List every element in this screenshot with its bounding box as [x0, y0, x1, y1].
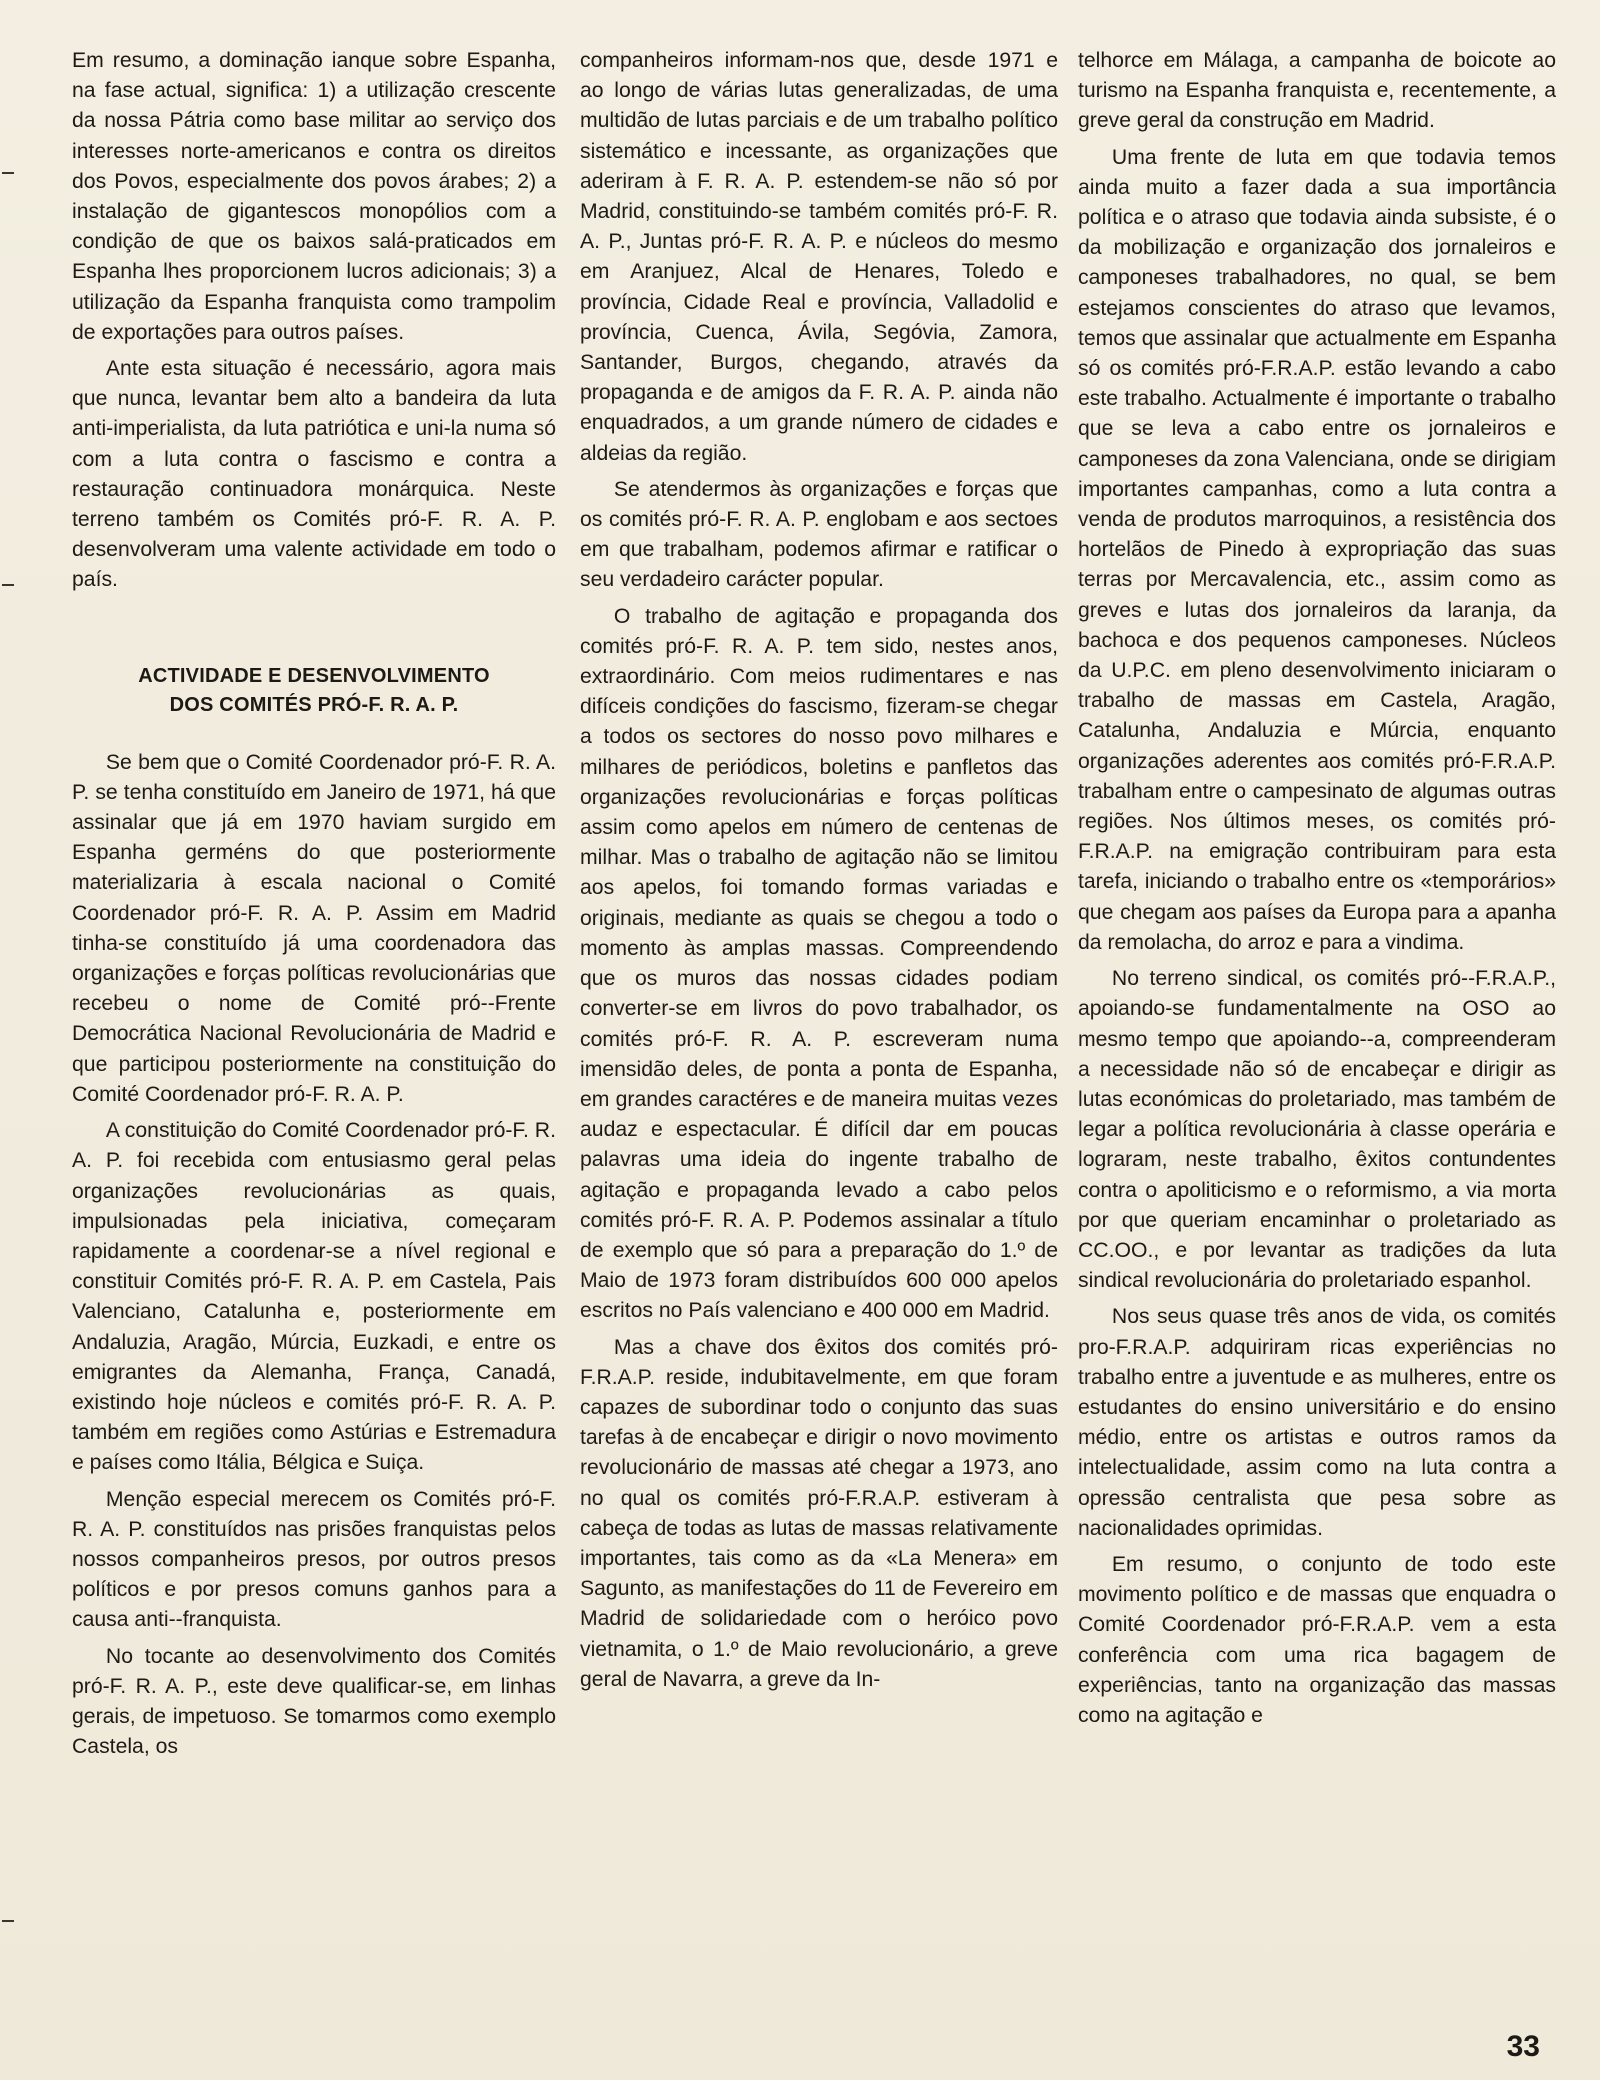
paragraph: O trabalho de agitação e propaganda dos comités pró-F. R. A. P. tem sido, nestes anos, extraordinário. Com meios rudimentares e nas difíceis condições do fascismo, fizeram-se chegar a todos os sectores do nosso povo milhares e milhares de periódicos, boletins e panfletos das organizações revolucionárias e forças políticas assim como apelos em número de centenas de milhar. Mas o trabalho de agitação não se limitou aos apelos, foi tomando formas variadas e originais, mediante as quais se chegou a todo o momento às amplas massas. Compreendendo que os muros das nossas cidades podiam converter-se em livros do povo trabalhador, os comités pró-F. R. A. P. escreveram numa imensidão deles, de ponta a ponta de Espanha, em grandes caractéres e de maneira muitas vezes audaz e espectacular. É difícil dar em poucas palavras uma ideia do ingente trabalho de agitação e propaganda levado a cabo pelos comités pró-F. R. A. P. Podemos assinalar a título de exemplo que só para a preparação do 1.º de Maio de 1973 foram distribuídos 600 000 apelos escritos no País valenciano e 400 000 em Madrid.	[580, 604, 1058, 1323]
paragraph: No terreno sindical, os comités pró--F.R.A.P., apoiando-se fundamentalmente na OSO ao mesmo tempo que apoiando--a, compreenderam a necessidade não só de encabeçar e dirigir as lutas económicas do proletariado, mas também de legar a política revolucionária à classe operária e lograram, neste trabalho, êxitos contundentes contra o apoliticismo e o reformismo, a via morta por que queriam encaminhar o proletariado as CC.OO., e por levantar as tradições da luta sindical revolucionária do proletariado espanhol.	[1078, 967, 1556, 1293]
paragraph: A constituição do Comité Coordenador pró-F. R. A. P. foi recebida com entusiasmo geral pelas organizações revolucionárias as quais, impulsionadas pela iniciativa, começaram rapidamente a coordenar-se a nível regional e constituir Comités pró-F. R. A. P. em Castela, Pais Valenciano, Catalunha e, posteriormente em Andaluzia, Aragão, Múrcia, Euzkadi, e entre os emigrantes da Alemanha, França, Canadá, existindo hoje núcleos e comités pró-F. R. A. P. também em regiões como Astúrias e Estremadura e países como Itália, Bélgica e Suiça.	[72, 1119, 556, 1475]
text-column-2	[580, 46, 1058, 1695]
paragraph: Em resumo, a dominação ianque sobre Espanha, na fase actual, significa: 1) a utilização crescente da nossa Pátria como base militar ao serviço dos interesses norte-americanos e contra os direitos dos Povos, especialmente dos povos árabes; 2) a instalação de gigantescos monopólios com a condição de que os baixos salá-praticados em Espanha lhes proporcionem lucros adicionais; 3) a utilização da Espanha franquista como trampolim de exportações para outros países.	[72, 49, 556, 344]
paragraph: Em resumo, o conjunto de todo este movimento político e de massas que enquadra o Comité Coordenador pró-F.R.A.P. vem a esta conferência com uma rica bagagem de experiências, tanto na organização das massas como na agitação e	[1078, 1552, 1556, 1727]
paragraph: Menção especial merecem os Comités pró-F. R. A. P. constituídos nas prisões franquistas pelos nossos companheiros presos, por outros presos políticos e por presos comuns ganhos para a causa anti--franquista.	[72, 1487, 556, 1632]
paragraph: Ante esta situação é necessário, agora mais que nunca, levantar bem alto a bandeira da luta anti-imperialista, da luta patriótica e uni-la numa só com a luta contra o fascismo e contra a restauração continuadora monárquica. Neste terreno também os Comités pró-F. R. A. P. desenvolveram uma valente actividade em todo o país.	[72, 357, 556, 592]
margin-mark	[2, 172, 14, 174]
paragraph: No tocante ao desenvolvimento dos Comités pró-F. R. A. P., este deve qualificar-se, em linhas gerais, de impetuoso. Se tomarmos como exemplo Castela, os	[72, 1644, 556, 1759]
margin-mark	[2, 1920, 14, 1922]
text-column-3	[1078, 46, 1556, 1731]
page-number: 33	[1506, 2030, 1540, 2063]
margin-mark	[2, 584, 14, 586]
section-heading-line: ACTIVIDADE E DESENVOLVIMENTO	[138, 664, 490, 687]
paragraph: telhorce em Málaga, a campanha de boicote ao turismo na Espanha franquista e, recentemente, a greve geral da construção em Madrid.	[1078, 49, 1556, 133]
paragraph: companheiros informam-nos que, desde 1971 e ao longo de várias lutas generalizadas, de uma multidão de lutas parciais e de um trabalho político sistemático e incessante, as organizações que aderiram à F. R. A. P. estendem-se não só por Madrid, constituindo-se também comités pró-F. R. A. P., Juntas pró-F. R. A. P. e núcleos do mesmo em Aranjuez, Alcal de Henares, Toledo e província, Cidade Real e província, Valladolid e província, Cuenca, Ávila, Segóvia, Zamora, Santander, Burgos, chegando, através da propaganda e de amigos da F. R. A. P. ainda não enquadrados, a um grande número de cidades e aldeias da região.	[580, 49, 1058, 465]
paragraph: Nos seus quase três anos de vida, os comités pro-F.R.A.P. adquiriram ricas experiências no trabalho entre a juventude e as mulheres, entre os estudantes do ensino universitário e do ensino médio, entre os artistas e outros ramos da intelectualidade, assim como na luta contra a opressão centralista que pesa sobre as nacionalidades oprimidas.	[1078, 1305, 1556, 1540]
section-heading	[72, 662, 556, 720]
paragraph: Se bem que o Comité Coordenador pró-F. R. A. P. se tenha constituído em Janeiro de 1971, há que assinalar que já em 1970 haviam surgido em Espanha germéns do que posteriormente materializaria à escala nacional o Comité Coordenador pró-F. R. A. P. Assim em Madrid tinha-se constituído já uma coordenadora das organizações e forças políticas revolucionárias que recebeu o nome de Comité pró--Frente Democrática Nacional Revolucionária de Madrid e que participou posteriormente na constituição do Comité Coordenador pró-F. R. A. P.	[72, 750, 556, 1106]
text-column-1	[72, 46, 556, 1762]
section-heading-line: DOS COMITÉS PRÓ-F. R. A. P.	[169, 693, 459, 716]
paragraph: Mas a chave dos êxitos dos comités pró-F.R.A.P. reside, indubitavelmente, em que foram capazes de subordinar todo o conjunto das suas tarefas à de encabeçar e dirigir o novo movimento revolucionário de massas até chegar a 1973, ano no qual os comités pró-F.R.A.P. estiveram à cabeça de todas as lutas de massas relativamente importantes, tais como as da «La Menera» em Sagunto, as manifestações do 11 de Fevereiro em Madrid de solidariedade com o heróico povo vietnamita, o 1.º de Maio revolucionário, a greve geral de Navarra, a greve da In-	[580, 1335, 1058, 1691]
paragraph: Uma frente de luta em que todavia temos ainda muito a fazer dada a sua importância política e o atraso que todavia ainda subsiste, é o da mobilização e organização dos jornaleiros e camponeses trabalhadores, no qual, se bem estejamos conscientes do atraso que levamos, temos que assinalar que actualmente em Espanha só os comités pró-F.R.A.P. estão levando a cabo este trabalho. Actualmente é importante o trabalho que se leva a cabo entre os jornaleiros e camponeses da zona Valenciana, onde se dirigiam importantes campanhas, como a luta contra a venda de produtos marroquinos, a resistência dos hortelãos de Pinedo à expropriação das suas terras por Mercavalencia, etc., assim como as greves e lutas dos jornaleiros da laranja, da bachoca e dos pequenos camponeses. Núcleos da U.P.C. em pleno desenvolvimento iniciaram o trabalho de massas em Castela, Aragão, Catalunha, Andaluzia e Múrcia, enquanto organizações aderentes aos comités pró-F.R.A.P. trabalham entre o campesinato de algumas outras regiões. Nos últimos meses, os comités pró-F.R.A.P. na emigração contribuiram para esta tarefa, iniciando o trabalho entre os «temporários» que chegam aos países da Europa para a apanha da remolacha, do arroz e para a vindima.	[1078, 145, 1556, 954]
paragraph: Se atendermos às organizações e forças que os comités pró-F. R. A. P. englobam e aos sectoes em que trabalham, podemos afirmar e ratificar o seu verdadeiro carácter popular.	[580, 477, 1058, 592]
